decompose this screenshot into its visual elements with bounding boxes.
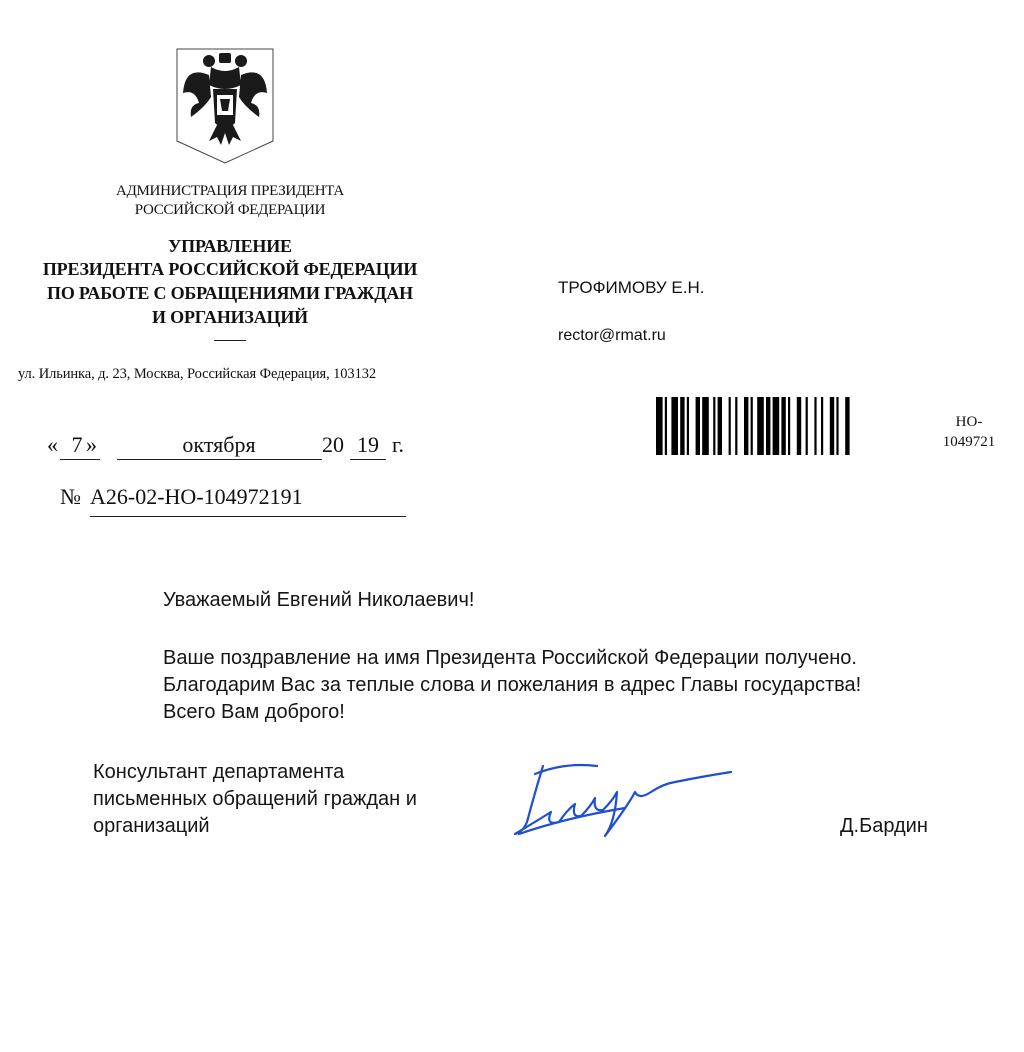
reference-number-underline: [90, 516, 406, 517]
barcode-bar: [821, 397, 823, 455]
barcode-bar: [814, 397, 816, 455]
date-quote-close: »: [86, 432, 97, 457]
date-day: 7: [71, 432, 83, 457]
signer-position-line2: письменных обращений граждан и: [93, 788, 417, 810]
barcode-bar: [797, 397, 801, 455]
barcode-bar: [773, 397, 780, 455]
barcode-bar: [788, 397, 790, 455]
barcode-bar: [766, 397, 770, 455]
emblem-icon: [175, 45, 275, 165]
barcode-bar: [680, 397, 684, 455]
barcode-bar: [729, 397, 731, 455]
barcode-bar: [744, 397, 748, 455]
date-year-unit: г.: [392, 432, 405, 457]
barcode-code-line1: НО-: [955, 414, 983, 430]
barcode-code-line2: 1049721: [942, 434, 996, 450]
letter-body-line3: Всего Вам доброго!: [163, 701, 345, 723]
barcode-bar: [702, 397, 709, 455]
barcode-bar: [735, 397, 737, 455]
recipient-name: ТРОФИМОВУ Е.Н.: [558, 278, 705, 297]
barcode-bar: [845, 397, 849, 455]
signer-name: Д.Бардин: [840, 815, 928, 837]
date-quote-open: «: [47, 432, 58, 457]
reference-number-sign: №: [60, 484, 81, 509]
barcode-bar: [671, 397, 678, 455]
barcode-bar: [718, 397, 722, 455]
barcode-bar: [830, 397, 834, 455]
department-title-line4: И ОРГАНИЗАЦИЙ: [152, 307, 308, 327]
department-title-line1: УПРАВЛЕНИЕ: [168, 236, 292, 256]
letter-body-line1: Ваше поздравление на имя Президента Российской Федерации получено.: [163, 647, 857, 669]
date-year-digits: 19: [357, 432, 379, 457]
letter-body-line2: Благодарим Вас за теплые слова и пожелания в адрес Главы государства!: [163, 674, 862, 696]
administration-title-line2: РОССИЙСКОЙ ФЕДЕРАЦИИ: [134, 202, 326, 218]
signer-position-line3: организаций: [93, 815, 210, 837]
recipient-email: rector@rmat.ru: [558, 327, 666, 344]
barcode-bar: [696, 397, 700, 455]
signer-position-line1: Консультант департамента: [93, 761, 345, 783]
barcode-bar: [687, 397, 689, 455]
letter-greeting: Уважаемый Евгений Николаевич!: [163, 589, 475, 611]
barcode-icon: [656, 397, 916, 455]
date-month: октября: [182, 432, 256, 457]
sender-address: ул. Ильинка, д. 23, Москва, Российская Федерация, 103132: [18, 366, 377, 382]
administration-title-line1: АДМИНИСТРАЦИЯ ПРЕЗИДЕНТА: [116, 183, 344, 199]
barcode-bar: [806, 397, 808, 455]
barcode-bar: [656, 397, 663, 455]
department-title-line2: ПРЕЗИДЕНТА РОССИЙСКОЙ ФЕДЕРАЦИИ: [42, 259, 418, 279]
barcode-bar: [751, 397, 753, 455]
date-day-underline: [60, 459, 100, 460]
date-year-underline: [350, 459, 386, 460]
barcode-bar: [757, 397, 764, 455]
reference-number: А26-02-НО-104972191: [90, 484, 303, 509]
barcode-bar: [781, 397, 785, 455]
date-month-underline: [117, 459, 322, 460]
department-title-line3: ПО РАБОТЕ С ОБРАЩЕНИЯМИ ГРАЖДАН: [47, 283, 413, 303]
barcode-bar: [665, 397, 667, 455]
date-year-prefix: 20: [322, 432, 344, 457]
barcode-bar: [713, 397, 715, 455]
department-divider: [214, 340, 246, 341]
barcode-bar: [836, 397, 838, 455]
handwritten-signature: [505, 752, 745, 842]
